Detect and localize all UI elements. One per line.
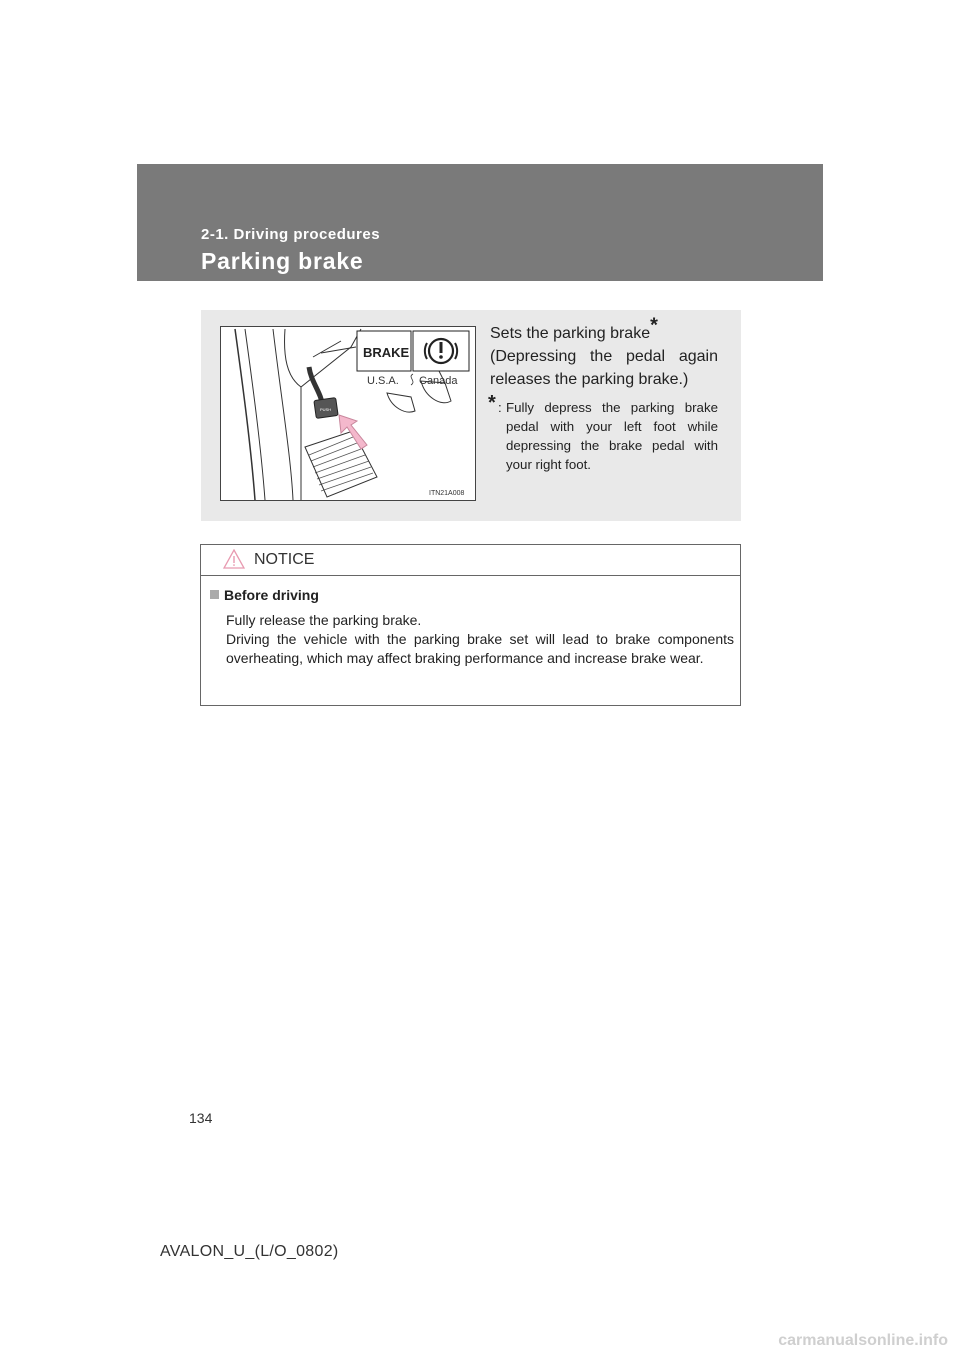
notice-body xyxy=(226,611,734,668)
document-code: AVALON_U_(L/O_0802) xyxy=(160,1243,339,1260)
illustration-code: ITN21A008 xyxy=(429,490,465,497)
footnote xyxy=(488,392,718,474)
notice-header xyxy=(201,545,740,576)
notice-box xyxy=(200,544,741,706)
notice-line-1: Fully release the parking brake. xyxy=(226,612,422,628)
notice-subhead xyxy=(210,587,319,603)
footnote-colon: : xyxy=(498,400,502,415)
parking-brake-illustration xyxy=(220,326,476,501)
page-title: Parking brake xyxy=(201,248,364,274)
caption-main: Sets the parking brake xyxy=(490,325,651,342)
watermark: carmanualsonline.info xyxy=(778,1332,948,1349)
caption-star: * xyxy=(650,314,658,337)
region-canada: Canada xyxy=(419,375,458,387)
figure-caption xyxy=(490,314,718,391)
pedal-diagram xyxy=(221,327,475,500)
pedal-label: PUSH xyxy=(320,407,332,412)
footnote-text: Fully depress the parking brake pedal with your left foot while depressing the brake pedal with your right foot. xyxy=(506,400,718,472)
square-bullet-icon xyxy=(210,590,219,599)
region-usa: U.S.A. xyxy=(367,375,399,387)
section-label: 2-1. Driving procedures xyxy=(201,226,381,243)
notice-label: NOTICE xyxy=(254,551,315,568)
notice-subhead-text: Before driving xyxy=(224,587,319,603)
caption-paren: (Depressing the pedal again releases the parking brake.) xyxy=(490,348,718,388)
page-number: 134 xyxy=(189,1110,213,1126)
brake-indicator-text: BRAKE xyxy=(363,345,410,360)
footnote-mark: * xyxy=(488,392,496,414)
push-arrow xyxy=(339,415,367,449)
notice-line-2: Driving the vehicle with the parking brake set will lead to brake components overheating, which may affect braking performance and increase brake wear. xyxy=(226,631,734,666)
warning-triangle-icon xyxy=(223,549,245,569)
